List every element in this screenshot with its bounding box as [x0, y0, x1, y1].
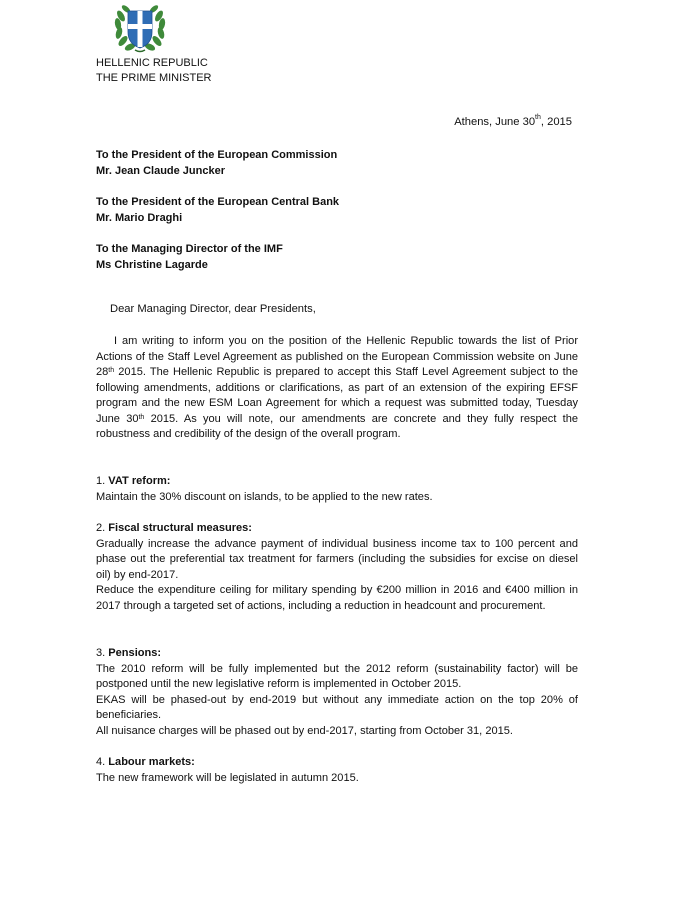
- addressee-imf: [96, 242, 283, 273]
- addressee-commission: [96, 148, 337, 179]
- section-number: 3.: [96, 647, 109, 659]
- section-number: 4.: [96, 756, 109, 768]
- date-year: , 2015: [540, 116, 572, 128]
- letterhead-country: HELLENIC REPUBLIC: [96, 57, 208, 69]
- section-paragraph: Gradually increase the advance payment of individual business income tax to 100 percent and phase out the preferential tax treatment for farmers (including the subsidies for excise on diesel oil) by end-2017.: [96, 537, 578, 581]
- section-pensions: [96, 646, 578, 739]
- letterhead: [96, 56, 212, 86]
- section-heading: [96, 474, 578, 490]
- addressee-ecb: [96, 195, 339, 226]
- section-title: Fiscal structural measures:: [108, 522, 252, 534]
- intro-paragraph: [96, 334, 578, 443]
- letter-date: [430, 116, 572, 128]
- intro-text-2: 2015. The Hellenic Republic is prepared to accept this Staff Level Agreement subject to the following amendments, additions or clarifications, as part of an extension of the expiring EFSF program and the new ESM Loan Agreement for which a request was submitted today, Tuesday June 30: [96, 366, 578, 425]
- addressee-name: Mr. Jean Claude Juncker: [96, 164, 225, 177]
- hellenic-republic-emblem-icon: [113, 2, 167, 54]
- section-heading: [96, 646, 578, 662]
- salutation: Dear Managing Director, dear Presidents,: [110, 303, 316, 315]
- addressee-name: Ms Christine Lagarde: [96, 258, 208, 271]
- intro-text-1: I am writing to inform you on the position of the Hellenic Republic towards the list of Prior Actions of the Staff Level Agreement as published on the European Commission website on June 28: [96, 335, 578, 378]
- section-paragraph: EKAS will be phased-out by end-2019 but without any immediate action on the top 20% of beneficiaries.: [96, 693, 578, 721]
- section-title: Pensions:: [108, 647, 162, 659]
- section-paragraph: Reduce the expenditure ceiling for military spending by €200 million in 2016 and €400 million in 2017 through a targeted set of actions, including a reduction in headcount and procurement.: [96, 584, 578, 612]
- section-heading: [96, 755, 578, 771]
- section-title: Labour markets:: [108, 756, 195, 768]
- addressee-title: To the Managing Director of the IMF: [96, 243, 283, 255]
- section-paragraph: The new framework will be legislated in autumn 2015.: [96, 771, 359, 784]
- addressee-title: To the President of the European Central Bank: [96, 196, 340, 208]
- addressee-title: To the President of the European Commission: [96, 149, 338, 161]
- section-paragraph: The 2010 reform will be fully implemented but the 2012 reform (sustainability factor) will be postponed until the new legislative reform is implemented in October 2015.: [96, 662, 578, 690]
- section-paragraph: Maintain the 30% discount on islands, to be applied to the new rates.: [96, 490, 433, 503]
- intro-ordinal-2: th: [138, 413, 145, 421]
- section-labour-markets: [96, 755, 578, 786]
- date-ordinal: th: [535, 114, 541, 121]
- letterhead-office: THE PRIME MINISTER: [96, 72, 212, 84]
- addressee-name: Mr. Mario Draghi: [96, 211, 183, 224]
- section-fiscal-measures: [96, 521, 578, 614]
- section-number: 1.: [96, 475, 109, 487]
- section-heading: [96, 521, 578, 537]
- section-paragraph: All nuisance charges will be phased out by end-2017, starting from October 31, 2015.: [96, 724, 513, 737]
- section-vat-reform: [96, 474, 578, 505]
- intro-text-3: 2015. As you will note, our amendments are concrete and they fully respect the robustness and credibility of the design of the overall program.: [96, 412, 578, 440]
- date-text: Athens, June 30: [454, 116, 536, 128]
- section-number: 2.: [96, 522, 109, 534]
- section-title: VAT reform:: [108, 475, 171, 487]
- intro-ordinal-1: th: [108, 367, 115, 374]
